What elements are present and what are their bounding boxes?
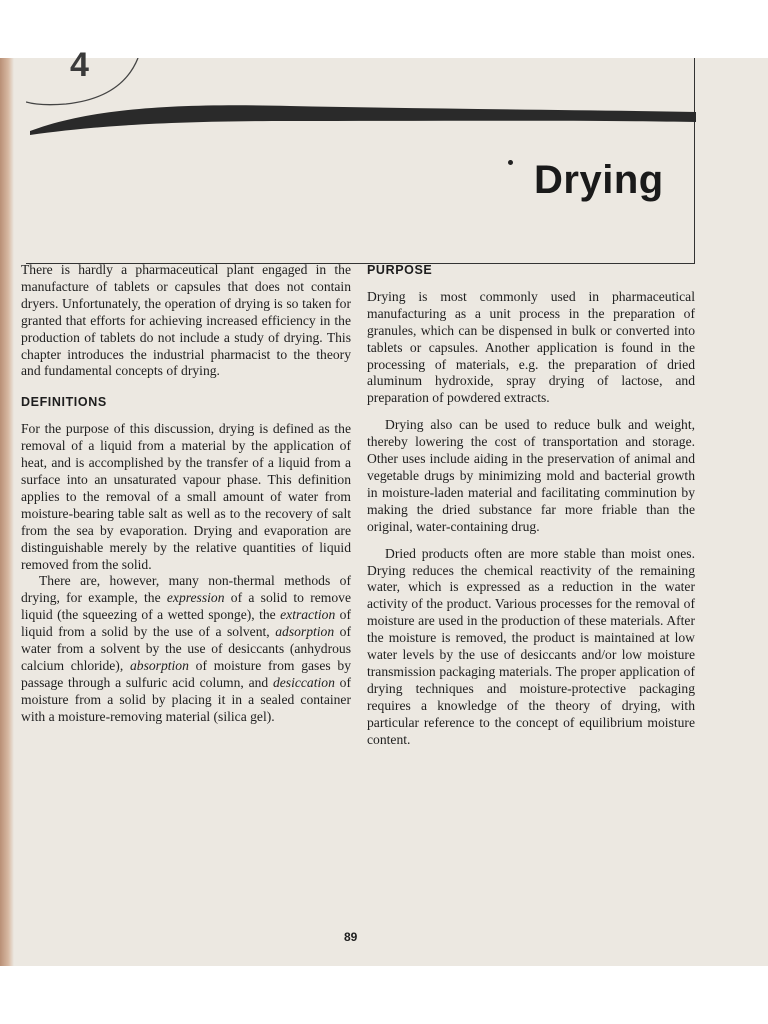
right-column [367, 262, 695, 748]
title-dot [508, 160, 513, 165]
definitions-text-1: There are, however, many non-thermal methods of drying, for example, the [21, 573, 351, 606]
definitions-paragraph-1: For the purpose of this discussion, drying is defined as the removal of a liquid from a material by the application of heat, and is accomplished by the transfer of a liquid from a surface into an unsaturated vapour phase. This definition applies to the removal of a small amount of water from moisture-bearing table salt as well as to the recovery of salt from the sea by evaporation. Drying and evaporation are distinguishable merely by the relative quantities of liquid removed from the solid. [21, 421, 351, 572]
left-column [21, 262, 351, 726]
definitions-text-6: of moisture from a solid by placing it in a sealed container with a moisture-removing material (silica gel). [21, 674, 351, 724]
page-number: 89 [344, 930, 358, 944]
definitions-heading: DEFINITIONS [21, 395, 107, 410]
definitions-text-5: of moisture from gases by passage through a sulfuric acid column, and [21, 657, 351, 690]
purpose-paragraph-3: Dried products often are more stable than moist ones. Drying reduces the chemical reactivity of the remaining water, which is expressed as a reduction in the water activity of the product. Various processes for the removal of moisture are used in the production of these materials. After the moisture is removed, the product is maintained at low water levels by the use of desiccants and/or low moisture transmission packaging materials. The proper application of drying techniques and moisture-protective packaging requires a knowledge of the theory of drying, with particular reference to the concept of equilibrium moisture content. [367, 545, 695, 747]
definitions-text-3: of liquid from a solid by the use of a solvent, [21, 607, 351, 640]
intro-paragraph: There is hardly a pharmaceutical plant engaged in the manufacture of tablets or capsules that does not contain dryers. Unfortunately, the operation of drying is so taken for granted that efforts for achieving increased efficiency in the production of tablets do not include a study of drying. This chapter introduces the industrial pharmacist to the theory and fundamental concepts of drying. [21, 262, 351, 379]
term-desiccation: desiccation [272, 674, 335, 690]
term-absorption: absorption [129, 657, 189, 673]
definitions-text-4: of water from a solvent by the use of desiccants (anhydrous calcium chloride), [21, 624, 351, 673]
purpose-paragraph-2: Drying also can be used to reduce bulk and weight, thereby lowering the cost of transportation and storage. Other uses include aiding in the preservation of animal and vegetable drugs by minimizing mold and bacterial growth in moisture-laden material and facilitating comminution by making the dried substance far more friable than the original, water-containing drug. [367, 417, 695, 534]
term-adsorption: adsorption [275, 624, 335, 640]
chapter-number: 4 [70, 46, 89, 84]
definitions-paragraph-2 [21, 573, 351, 725]
purpose-heading: PURPOSE [367, 263, 433, 277]
book-spine-shadow [0, 58, 14, 966]
term-expression: expression [166, 590, 225, 606]
chapter-title: Drying [534, 158, 664, 202]
purpose-paragraph-1: Drying is most commonly used in pharmaceutical manufacturing as a unit process in the preparation of granules, which can be dispensed in bulk or converted into tablets or capsules. Another application is found in the processing of materials, e.g. the preparation of dried aluminum hydroxide, spray drying of lactose, and preparation of powdered extracts. [367, 288, 695, 406]
term-extraction: extraction [280, 607, 336, 623]
header-swoosh [30, 95, 696, 135]
definitions-text-2: of a solid to remove liquid (the squeezing of a wetted sponge), the [21, 590, 351, 623]
